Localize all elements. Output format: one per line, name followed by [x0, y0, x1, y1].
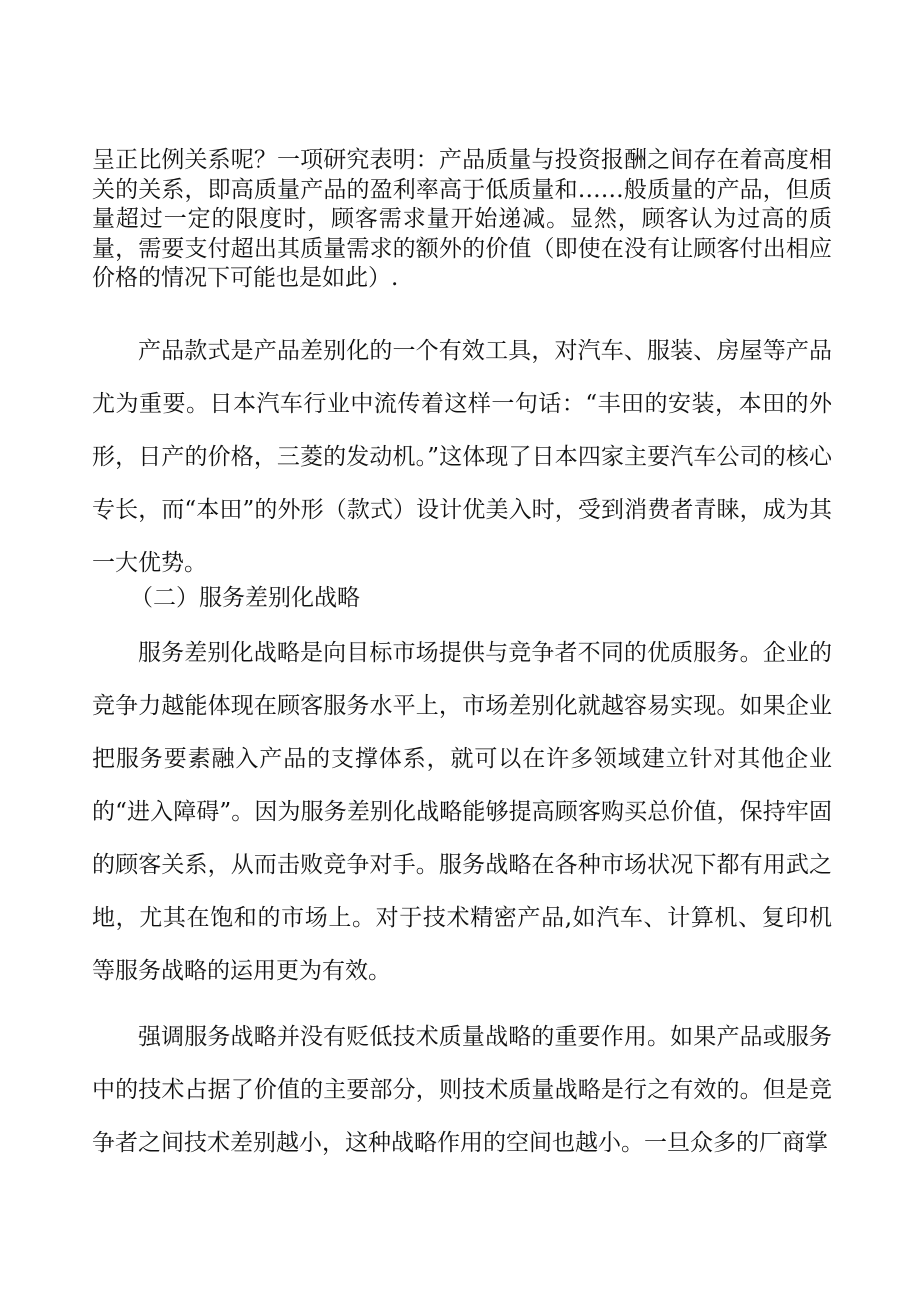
section-heading: （二）服务差别化战略: [130, 585, 360, 611]
paragraph-service-strategy: 服务差别化战略是向目标市场提供与竞争者不同的优质服务。企业的竞争力越能体现在顾客服务水平上，市场差别化就越容易实现。如果企业把服务要素融入产品的支撑体系，就可以在许多领域建立针对其他企业的“进入障碍”。因为服务差别化战略能够提高顾客购买总价值，保持牢固的顾客关系，从而击败竞争对手。服务战略在各种市场状况下都有用武之地，尤其在饱和的市场上。对于技术精密产品,如汽车、计算机、复印机等服务战略的运用更为有效。: [92, 640, 832, 984]
paragraph-quality-relation: 呈正比例关系呢？一项研究表明：产品质量与投资报酬之间存在着高度相关的关系，即高质量产品的盈利率高于低质量和……般质量的产品，但质量超过一定的限度时，顾客需求量开始递减。显然，顾客认为过高的质量，需要支付超出其质量需求的额外的价值（即使在没有让顾客付出相应价格的情况下可能也是如此）.: [92, 147, 832, 291]
paragraph-service-emphasis: 强调服务战略并没有贬低技术质量战略的重要作用。如果产品或服务中的技术占据了价值的主要部分，则技术质量战略是行之有效的。但是竞争者之间技术差别越小，这种战略作用的空间也越小。一旦众多的厂商掌: [92, 1024, 832, 1156]
paragraph-product-style: 产品款式是产品差别化的一个有效工具，对汽车、服装、房屋等产品尤为重要。日本汽车行业中流传着这样一句话：“丰田的安装，本田的外形，日产的价格，三菱的发动机。”这体现了日本四家主要汽车公司的核心专长，而“本田”的外形（款式）设计优美入时，受到消费者青睐，成为其一大优势。: [92, 338, 832, 576]
